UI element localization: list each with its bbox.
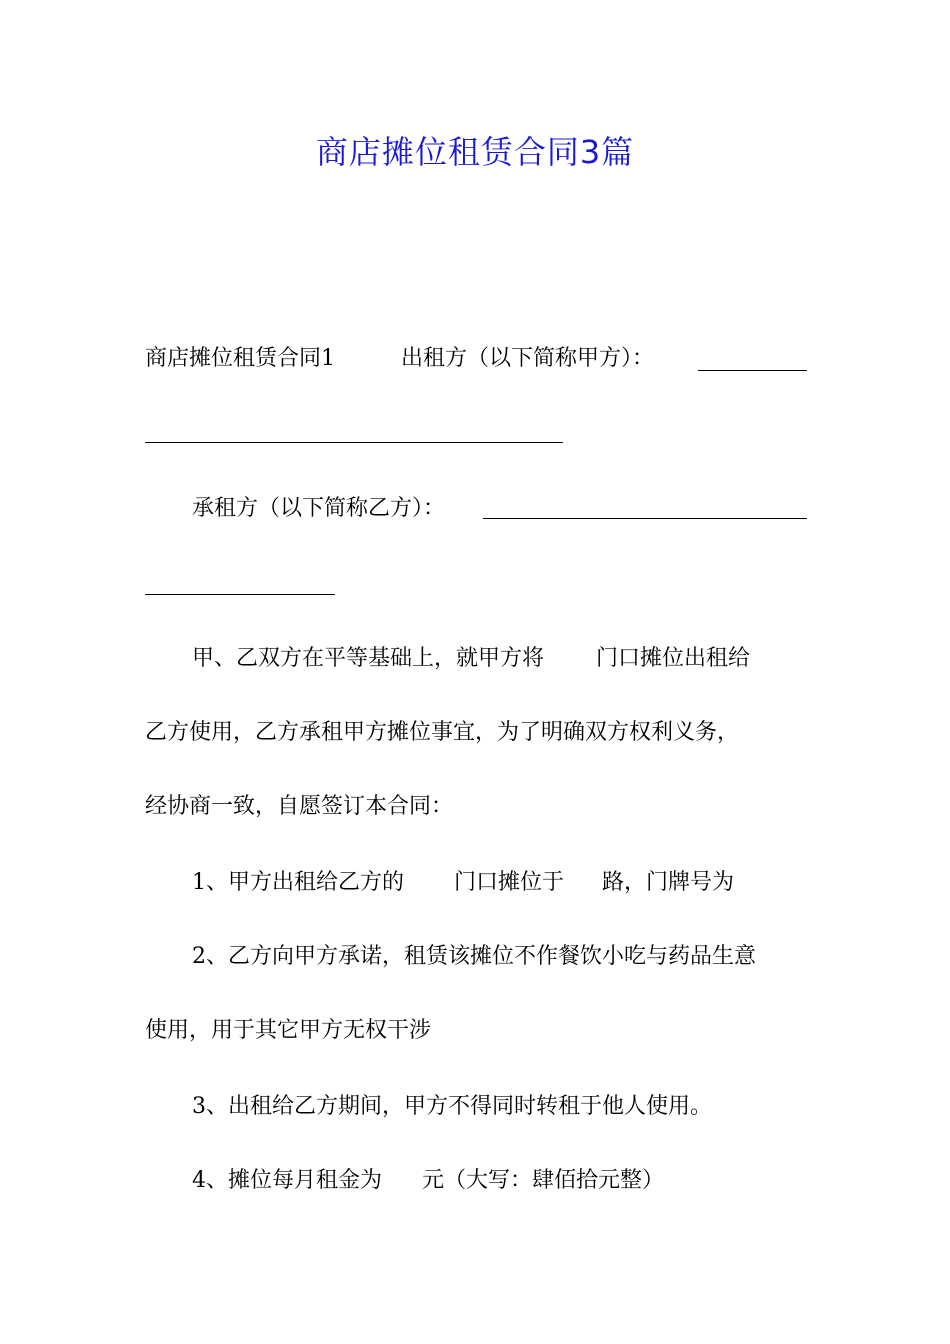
paragraph-1-line-1 [145,642,854,676]
clause-text: 门口摊位于 [454,870,565,895]
clause-text: 1、甲方出租给乙方的 [192,870,404,895]
paragraph-1-line-2: 乙方使用，乙方承租甲方摊位事宜，为了明确双方权利义务， [145,720,740,745]
paragraph-text: 甲、乙双方在平等基础上，就甲方将 [192,646,545,671]
clause-text: 4、摊位每月租金为 [192,1168,382,1193]
clause-2-line-1: 2、乙方向甲方承诺，租赁该摊位不作餐饮小吃与药品生意 [192,944,756,969]
clause-text: 路，门牌号为 [602,870,735,895]
document-title: 商店摊位租赁合同3篇 [315,133,635,171]
lessor-blank-line-continued [145,442,563,443]
lessor-blank-line [698,370,807,371]
lessee-label: 承租方（以下简称乙方）： [192,496,446,521]
lessee-blank-line-continued [145,594,335,595]
clause-1 [145,866,854,900]
paragraph-1-line-3: 经协商一致，自愿签订本合同： [145,794,454,819]
paragraph-text: 门口摊位出租给 [596,646,751,671]
lessor-label: 出租方（以下简称甲方）： [401,346,655,371]
lessee-line [145,492,854,526]
clause-4 [145,1164,854,1198]
contract-heading: 商店摊位租赁合同1 [145,346,335,371]
lessee-blank-line [483,518,807,519]
clause-text: 元（大写：肆佰拾元整） [422,1168,665,1193]
clause-3: 3、出租给乙方期间，甲方不得同时转租于他人使用。 [192,1094,712,1119]
clause-2-line-2: 使用，用于其它甲方无权干涉 [145,1018,432,1043]
